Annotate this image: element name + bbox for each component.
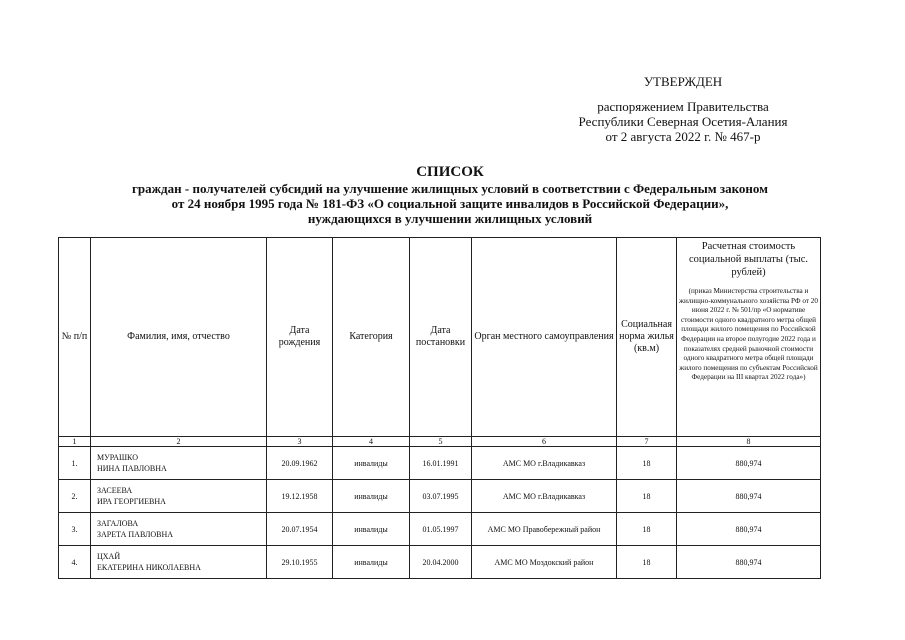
row-authority: АМС МО г.Владикавказ [472, 480, 617, 513]
row-registration-date: 16.01.1991 [410, 447, 472, 480]
header-housing-norm: Социальная норма жилья (кв.м) [617, 238, 677, 437]
row-full-name [91, 447, 267, 480]
approval-line-2: Республики Северная Осетия-Алания [578, 114, 788, 129]
row-given-name: ИРА ГЕОРГИЕВНА [97, 497, 166, 506]
title-line-2: от 24 ноября 1995 года № 181-ФЗ «О социальной защите инвалидов в Российской Федерации», [171, 196, 729, 211]
approval-heading: УТВЕРЖДЕН [643, 74, 723, 89]
approval-line-3: от 2 августа 2022 г. № 467-р [605, 129, 761, 144]
row-surname: ЗАГАЛОВА [97, 519, 139, 528]
document-title [60, 165, 840, 226]
row-given-name: ЕКАТЕРИНА НИКОЛАЕВНА [97, 563, 201, 572]
row-full-name [91, 480, 267, 513]
column-number: 3 [267, 437, 333, 447]
row-authority: АМС МО г.Владикавказ [472, 447, 617, 480]
row-num: 1. [59, 447, 91, 480]
row-birth-date: 20.09.1962 [267, 447, 333, 480]
row-authority: АМС МО Моздокский район [472, 546, 617, 579]
approval-block [553, 74, 813, 144]
header-authority: Орган местного самоуправления [472, 238, 617, 437]
row-surname: МУРАШКО [97, 453, 138, 462]
row-surname: ЦХАЙ [97, 552, 121, 561]
table-row [59, 447, 821, 480]
column-number: 2 [91, 437, 267, 447]
row-housing-norm: 18 [617, 480, 677, 513]
row-surname: ЗАСЕЕВА [97, 486, 133, 495]
row-given-name: НИНА ПАВЛОВНА [97, 464, 167, 473]
row-category: инвалиды [333, 546, 410, 579]
row-category: инвалиды [333, 447, 410, 480]
header-payment-cost [677, 238, 821, 437]
column-number: 7 [617, 437, 677, 447]
header-birth-date: Дата рождения [267, 238, 333, 437]
row-birth-date: 19.12.1958 [267, 480, 333, 513]
row-category: инвалиды [333, 513, 410, 546]
row-category: инвалиды [333, 480, 410, 513]
row-payment-cost: 880,974 [677, 513, 821, 546]
title-line-3: нуждающихся в улучшении жилищных условий [307, 211, 593, 226]
header-num: № п/п [59, 238, 91, 437]
column-number: 5 [410, 437, 472, 447]
row-payment-cost: 880,974 [677, 447, 821, 480]
header-category: Категория [333, 238, 410, 437]
table-row [59, 480, 821, 513]
row-payment-cost: 880,974 [677, 480, 821, 513]
row-housing-norm: 18 [617, 513, 677, 546]
row-full-name [91, 546, 267, 579]
recipients-table [58, 237, 821, 579]
row-housing-norm: 18 [617, 447, 677, 480]
row-birth-date: 20.07.1954 [267, 513, 333, 546]
row-num: 2. [59, 480, 91, 513]
row-given-name: ЗАРЕТА ПАВЛОВНА [97, 530, 174, 539]
row-housing-norm: 18 [617, 546, 677, 579]
row-payment-cost: 880,974 [677, 546, 821, 579]
header-cost-title: Расчетная стоимость социальной выплаты (тыс. рублей) [689, 241, 808, 278]
table-header-row [59, 238, 821, 437]
column-number-row [59, 437, 821, 447]
header-cost-note: (приказ Министерства строительства и жилищно-коммунального хозяйства РФ от 20 июня 2022 г. № 501/пр «О нормативе стоимости одного квадратного метра общей площади жилого помещения по Российской Федерации на второе полугодие 2022 года и показателях средней рыночной стоимости одного квадратного метра общей площади жилого помещения по субъектам Российской Федерации на III квартал 2022 года») [679, 287, 818, 382]
table-row [59, 513, 821, 546]
row-num: 4. [59, 546, 91, 579]
table-row [59, 546, 821, 579]
row-birth-date: 29.10.1955 [267, 546, 333, 579]
column-number: 1 [59, 437, 91, 447]
title-line-1: граждан - получателей субсидий на улучшение жилищных условий в соответствии с Федеральным законом [132, 181, 768, 196]
column-number: 4 [333, 437, 410, 447]
column-number: 8 [677, 437, 821, 447]
column-number: 6 [472, 437, 617, 447]
row-full-name [91, 513, 267, 546]
approval-line-1: распоряжением Правительства [597, 99, 769, 114]
row-registration-date: 03.07.1995 [410, 480, 472, 513]
title-main: СПИСОК [416, 164, 484, 180]
row-registration-date: 01.05.1997 [410, 513, 472, 546]
row-registration-date: 20.04.2000 [410, 546, 472, 579]
header-registration-date: Дата постановки [410, 238, 472, 437]
row-authority: АМС МО Правобережный район [472, 513, 617, 546]
row-num: 3. [59, 513, 91, 546]
header-name: Фамилия, имя, отчество [91, 238, 267, 437]
